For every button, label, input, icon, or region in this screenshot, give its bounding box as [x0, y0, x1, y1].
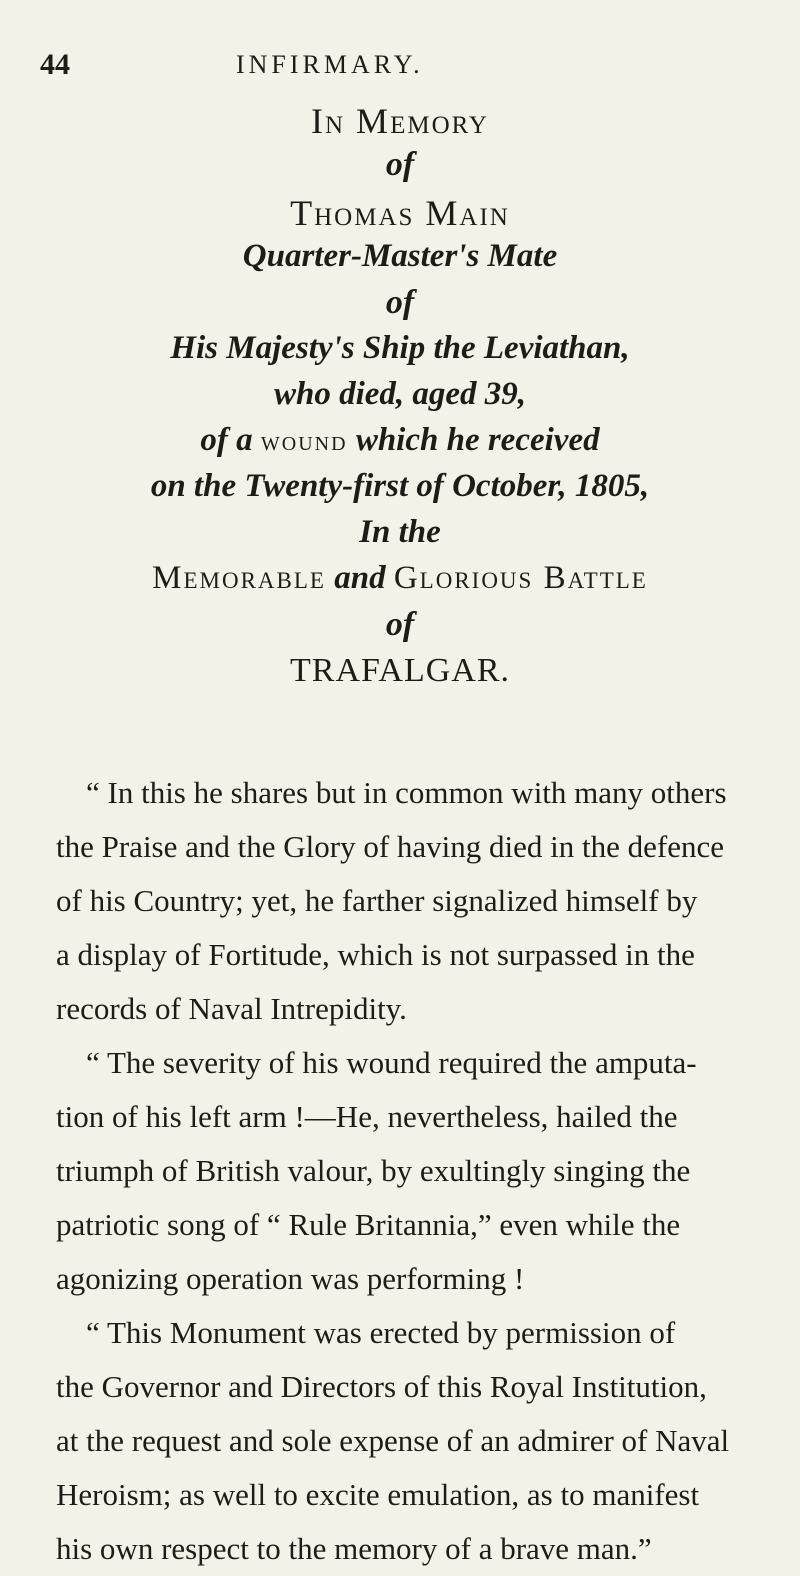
- text-line: Heroism; as well to excite emulation, as to manifest: [56, 1477, 700, 1512]
- battle-name-trafalgar: TRAFALGAR.: [290, 652, 510, 689]
- battle-description: [0, 560, 800, 597]
- deceased-rank: Quarter-Master's Mate: [242, 238, 558, 274]
- running-head: INFIRMARY.: [236, 50, 424, 79]
- ship-name: His Majesty's Ship the Leviathan,: [170, 330, 630, 366]
- battle-glorious: Glorious Battle: [393, 560, 648, 596]
- battle-date: on the Twenty-first of October, 1805,: [150, 468, 650, 504]
- inscription-body: [56, 766, 766, 1576]
- text-line: records of Naval Intrepidity.: [56, 991, 407, 1026]
- text-line: “ The severity of his wound required the amputa-: [86, 1045, 697, 1080]
- of-line-2: of: [385, 284, 415, 321]
- text-line: of his Country; yet, he farther signalized himself by: [56, 883, 698, 918]
- text-line: triumph of British valour, by exultingly singing the: [56, 1153, 691, 1188]
- wound-word: wound: [260, 426, 348, 457]
- died-aged: who died, aged 39,: [273, 376, 527, 412]
- battle-and: and: [334, 560, 386, 596]
- text-line: the Governor and Directors of this Royal Institution,: [56, 1369, 707, 1404]
- wound-pre: of a: [200, 422, 253, 458]
- battle-memorable: Memorable: [152, 560, 326, 596]
- of-line-3: of: [385, 606, 415, 643]
- text-line: “ This Monument was erected by permission of: [86, 1315, 676, 1350]
- paragraph-2: [56, 1036, 766, 1306]
- text-line: patriotic song of “ Rule Britannia,” even while the: [56, 1207, 681, 1242]
- text-line: his own respect to the memory of a brave man.”: [56, 1531, 652, 1566]
- page-number: 44: [40, 48, 70, 81]
- text-line: a display of Fortitude, which is not surpassed in the: [56, 937, 695, 972]
- text-line: tion of his left arm !—He, nevertheless, hailed the: [56, 1099, 678, 1134]
- wound-post: which he received: [355, 422, 600, 458]
- text-line: the Praise and the Glory of having died in the defence: [56, 829, 724, 864]
- text-line: “ In this he shares but in common with many others: [86, 775, 727, 810]
- paragraph-3: [56, 1306, 766, 1576]
- text-line: at the request and sole expense of an admirer of Naval: [56, 1423, 730, 1458]
- deceased-name: Thomas Main: [290, 193, 510, 233]
- wound-line: [0, 422, 800, 459]
- in-the-line: In the: [359, 514, 441, 550]
- paragraph-1: [56, 766, 766, 1036]
- in-memory-heading: In Memory: [311, 101, 489, 141]
- text-line: agonizing operation was performing !: [56, 1261, 525, 1296]
- page-header: [40, 48, 760, 88]
- of-line-1: of: [385, 146, 415, 183]
